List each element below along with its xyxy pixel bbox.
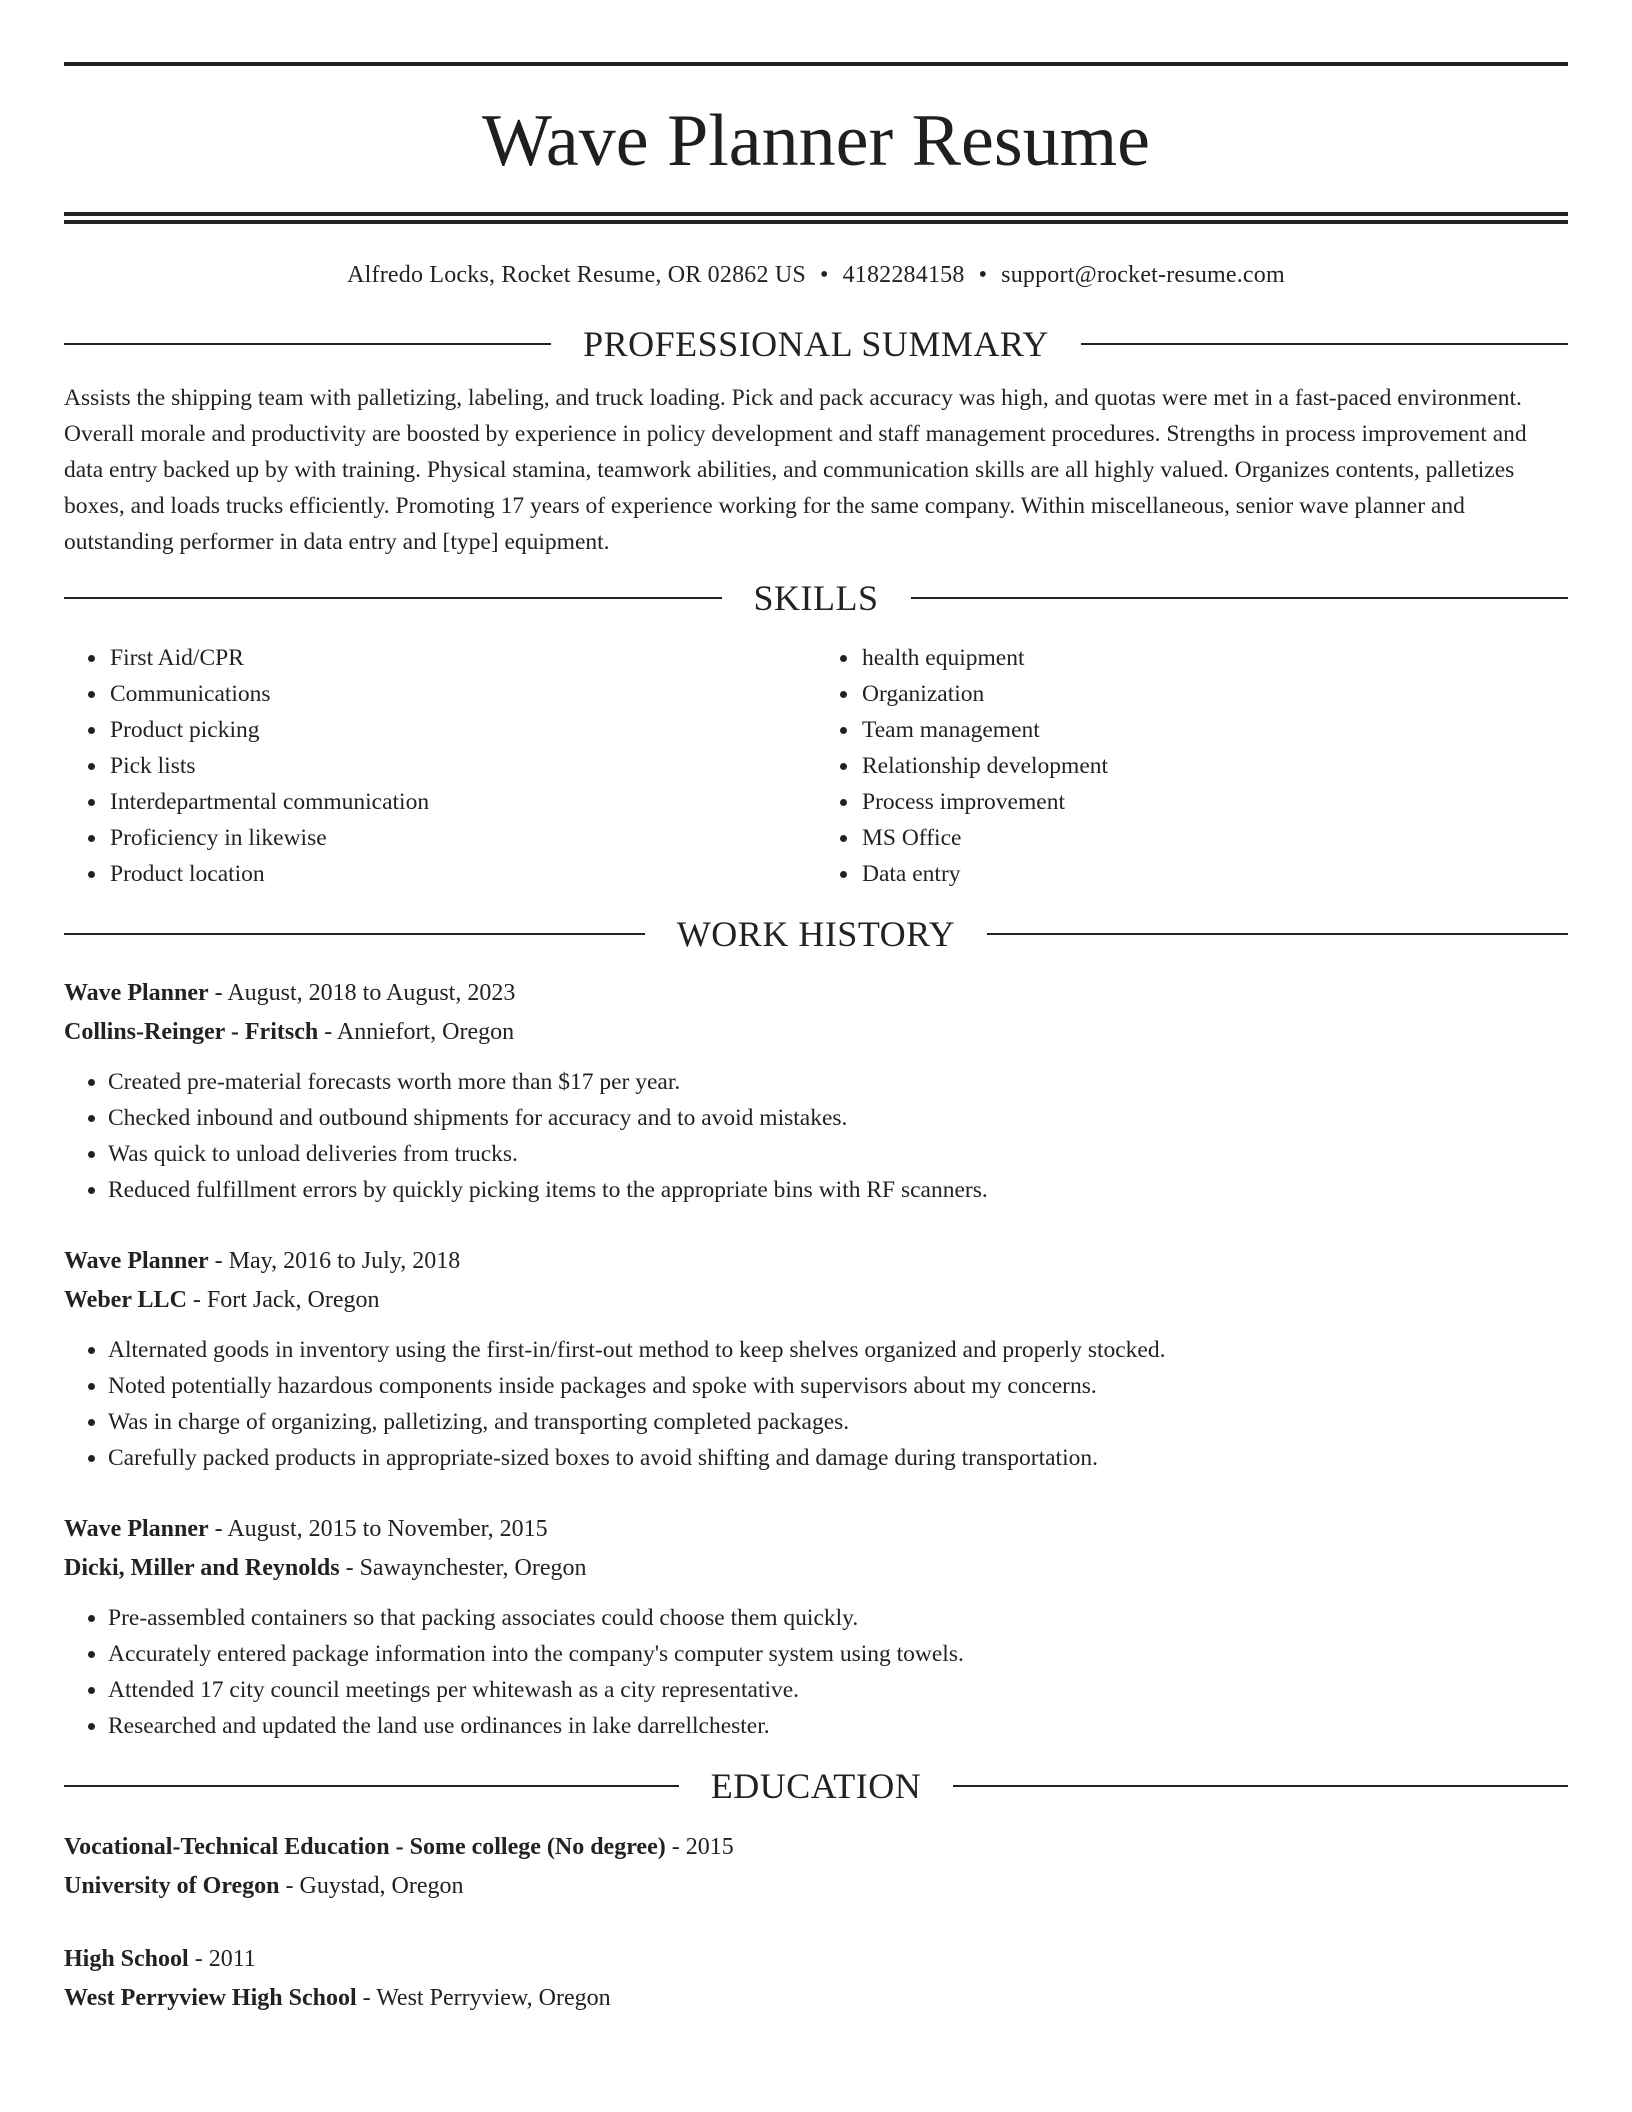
page-title: Wave Planner Resume (481, 100, 1151, 182)
skill-item: • Communications (108, 676, 816, 712)
contact-phone: 4182284158 (842, 262, 965, 288)
job-bullets (64, 1332, 1568, 1476)
skill-item: • First Aid/CPR (108, 640, 816, 676)
job-bullet: • Reduced fulfillment errors by quickly picking items to the appropriate bins with RF scanners. (108, 1172, 1568, 1208)
heading-rule-right (911, 597, 1569, 599)
education-entry (64, 1940, 1568, 2018)
heading-rule-right (987, 933, 1568, 935)
education-school: University of Oregon (64, 1873, 280, 1899)
skill-item: • Team management (860, 712, 1568, 748)
skill-item: • Process improvement (860, 784, 1568, 820)
skill-item: • Proficiency in likewise (108, 820, 816, 856)
skill-item: • health equipment (860, 640, 1568, 676)
work-history-section-heading (64, 914, 1568, 954)
title-double-rule (64, 212, 1568, 224)
job-title-line (64, 1510, 1568, 1549)
job-bullet: • Accurately entered package information into the company's computer system using towels. (108, 1636, 1568, 1672)
skill-item: • MS Office (860, 820, 1568, 856)
skills-heading-label: SKILLS (753, 578, 879, 618)
education-school-line (64, 1979, 1568, 2018)
job-location: - Anniefort, Oregon (318, 1019, 515, 1045)
job-bullets (64, 1600, 1568, 1744)
job-bullet: • Created pre-material forecasts worth more than $17 per year. (108, 1064, 1568, 1100)
job-bullet: • Checked inbound and outbound shipments for accuracy and to avoid mistakes. (108, 1100, 1568, 1136)
education-section-heading (64, 1766, 1568, 1806)
job-title: Wave Planner (64, 1516, 209, 1542)
job-dates: - August, 2018 to August, 2023 (208, 980, 516, 1006)
resume-page (64, 0, 1568, 2018)
skills-column-right (816, 640, 1568, 892)
work-history-heading-label: WORK HISTORY (676, 914, 956, 954)
top-rule (64, 62, 1568, 66)
education-school-line (64, 1867, 1568, 1906)
skills-list (64, 640, 1568, 892)
job-title: Wave Planner (64, 1248, 209, 1274)
education-school: West Perryview High School (64, 1985, 357, 2011)
heading-rule-left (64, 1785, 679, 1787)
contact-separator: • (978, 262, 988, 288)
job-dates: - May, 2016 to July, 2018 (208, 1248, 461, 1274)
skills-column-left (64, 640, 816, 892)
job-company: Dicki, Miller and Reynolds (64, 1555, 340, 1581)
job-bullets (64, 1064, 1568, 1208)
skill-item: • Relationship development (860, 748, 1568, 784)
education-degree-line (64, 1940, 1568, 1979)
education-degree-line (64, 1828, 1568, 1867)
heading-rule-left (64, 597, 722, 599)
contact-email: support@rocket-resume.com (1001, 262, 1285, 288)
job-title-line (64, 974, 1568, 1013)
skill-item: • Data entry (860, 856, 1568, 892)
education-heading-label: EDUCATION (710, 1766, 922, 1806)
job-entry (64, 974, 1568, 1208)
job-location: - Fort Jack, Oregon (186, 1287, 380, 1313)
heading-rule-left (64, 933, 645, 935)
job-bullet: • Pre-assembled containers so that packing associates could choose them quickly. (108, 1600, 1568, 1636)
job-company-line (64, 1549, 1568, 1588)
contact-address: Alfredo Locks, Rocket Resume, OR 02862 US (347, 262, 806, 288)
job-company: Weber LLC (64, 1287, 187, 1313)
skill-item: • Interdepartmental communication (108, 784, 816, 820)
education-location: - West Perryview, Oregon (356, 1985, 611, 2011)
education-location: - Guystad, Oregon (279, 1873, 464, 1899)
skills-section-heading (64, 578, 1568, 618)
job-bullet: • Carefully packed products in appropriate-sized boxes to avoid shifting and damage during transportation. (108, 1440, 1568, 1476)
education-degree: High School (64, 1946, 189, 1972)
summary-section-heading (64, 324, 1568, 364)
job-company-line (64, 1281, 1568, 1320)
job-company-line (64, 1013, 1568, 1052)
education-year: - 2011 (188, 1946, 256, 1972)
summary-heading-label: PROFESSIONAL SUMMARY (583, 324, 1049, 364)
job-company: Collins-Reinger - Fritsch (64, 1019, 319, 1045)
job-bullet: • Alternated goods in inventory using the first-in/first-out method to keep shelves organized and properly stocked. (108, 1332, 1568, 1368)
skill-item: • Product location (108, 856, 816, 892)
job-location: - Sawaynchester, Oregon (339, 1555, 587, 1581)
job-bullet: • Was quick to unload deliveries from trucks. (108, 1136, 1568, 1172)
contact-line (64, 260, 1568, 290)
education-degree: Vocational-Technical Education - Some college (No degree) (64, 1834, 666, 1860)
heading-rule-right (1081, 343, 1568, 345)
job-bullet: • Was in charge of organizing, palletizing, and transporting completed packages. (108, 1404, 1568, 1440)
job-title-line (64, 1242, 1568, 1281)
job-title: Wave Planner (64, 980, 209, 1006)
job-entry (64, 1242, 1568, 1476)
job-bullet: • Researched and updated the land use ordinances in lake darrellchester. (108, 1708, 1568, 1744)
contact-separator: • (819, 262, 829, 288)
job-bullet: • Attended 17 city council meetings per whitewash as a city representative. (108, 1672, 1568, 1708)
job-bullet: • Noted potentially hazardous components inside packages and spoke with supervisors about my concerns. (108, 1368, 1568, 1404)
education-year: - 2015 (665, 1834, 734, 1860)
skill-item: • Product picking (108, 712, 816, 748)
job-dates: - August, 2015 to November, 2015 (208, 1516, 548, 1542)
skill-item: • Pick lists (108, 748, 816, 784)
job-entry (64, 1510, 1568, 1744)
heading-rule-left (64, 343, 551, 345)
skill-item: • Organization (860, 676, 1568, 712)
professional-summary-text: Assists the shipping team with palletizing, labeling, and truck loading. Pick and pack accuracy was high, and quotas were met in a fast-paced environment. Overall morale and productivity are boosted by experience in policy development and staff management procedures. Strengths in process improvement and data entry backed up by with training. Physical stamina, teamwork abilities, and communication skills are all highly valued. Organizes contents, palletizes boxes, and loads trucks efficiently. Promoting 17 years of experience working for the same company. Within miscellaneous, senior wave planner and outstanding performer in data entry and [type] equipment. (64, 385, 1527, 555)
heading-rule-right (953, 1785, 1568, 1787)
education-entry (64, 1828, 1568, 1906)
